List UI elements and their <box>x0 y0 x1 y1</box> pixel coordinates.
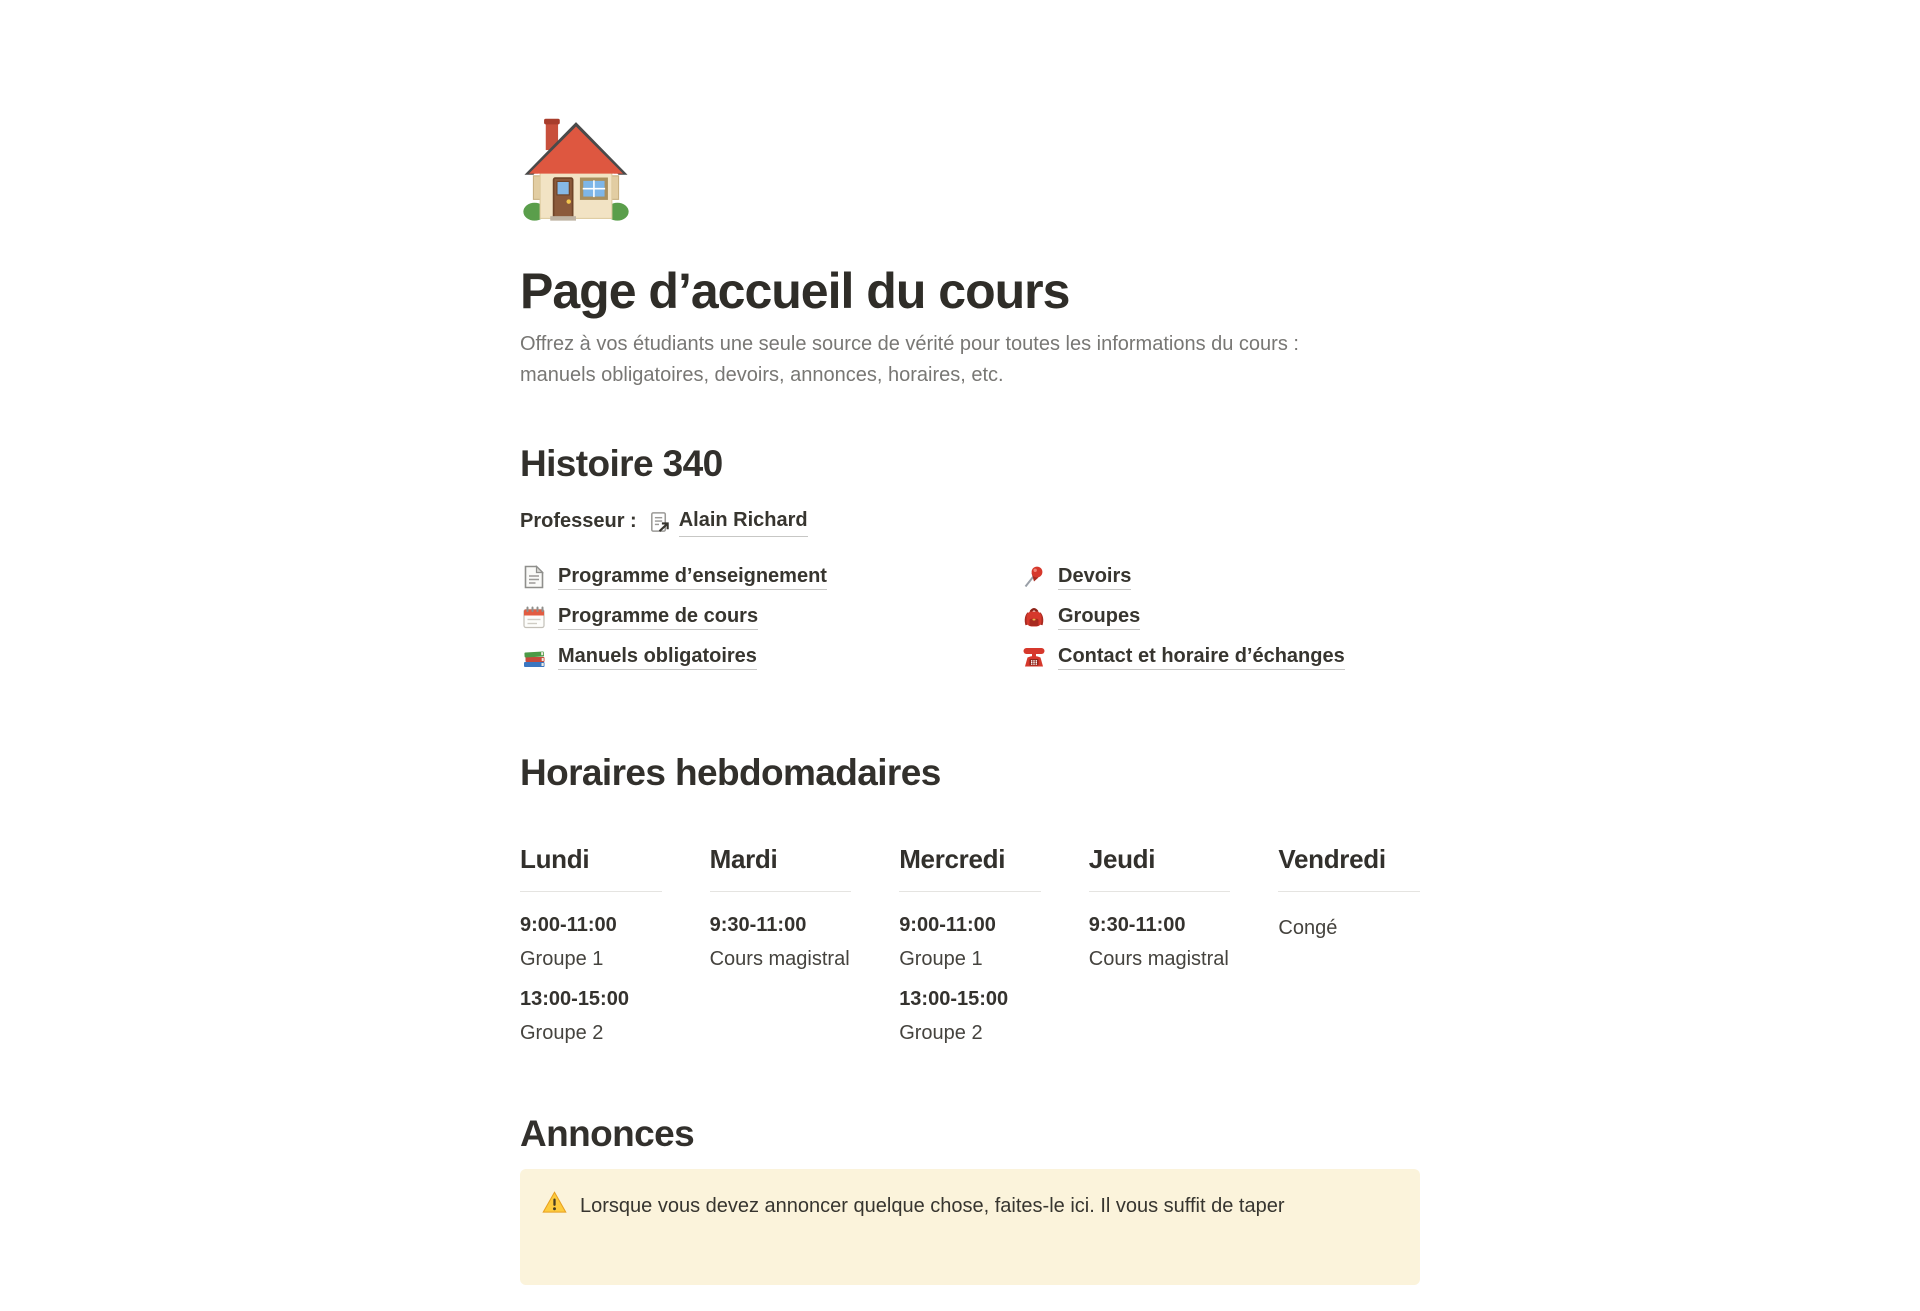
professor-row <box>520 505 1420 537</box>
slot-label: Cours magistral <box>1088 948 1229 970</box>
slot-time: 9:00-11:00 <box>520 914 617 936</box>
day-name: Lundi <box>520 842 662 892</box>
day-column-lundi <box>520 842 662 1049</box>
pushpin-icon <box>1020 564 1047 591</box>
slot-time: 9:00-11:00 <box>899 914 996 936</box>
schedule-slot <box>1278 913 1420 944</box>
announcements-heading: Annonces <box>520 1113 695 1154</box>
schedule-slot <box>710 913 852 975</box>
link-label: Contact et horaire d’échanges <box>1058 645 1345 670</box>
day-name: Mercredi <box>899 842 1041 892</box>
slot-label: Groupe 2 <box>520 1022 604 1044</box>
link-label: Groupes <box>1058 605 1140 630</box>
slot-label: Groupe 1 <box>520 948 604 970</box>
schedule-slot <box>899 913 1041 975</box>
day-name: Vendredi <box>1278 842 1420 892</box>
day-column-mardi <box>710 842 852 1049</box>
notion-page-content <box>520 112 1420 1285</box>
links-columns <box>520 562 1420 682</box>
link-devoirs[interactable] <box>1020 562 1420 592</box>
slot-time: 13:00-15:00 <box>899 988 1009 1010</box>
books-icon <box>520 644 547 671</box>
professor-page-link[interactable] <box>647 505 808 537</box>
house-icon[interactable] <box>520 112 632 224</box>
day-name: Mardi <box>710 842 852 892</box>
slot-time: 13:00-15:00 <box>520 988 629 1010</box>
telephone-icon <box>1020 644 1047 671</box>
schedule-slot <box>1089 913 1231 975</box>
slot-label: Congé <box>1278 917 1338 939</box>
page-arrow-icon <box>647 510 672 535</box>
schedule-heading: Horaires hebdomadaires <box>520 752 941 793</box>
slot-label: Cours magistral <box>709 948 850 970</box>
schedule-slot <box>520 913 662 975</box>
link-contact-horaire-echanges[interactable] <box>1020 642 1420 672</box>
link-programme-de-cours[interactable] <box>520 602 980 632</box>
link-groupes[interactable] <box>1020 602 1420 632</box>
slot-time: 9:30-11:00 <box>1088 914 1186 936</box>
link-label: Devoirs <box>1058 565 1131 590</box>
slot-label: Groupe 2 <box>899 1022 983 1044</box>
professor-label: Professeur : <box>520 510 637 532</box>
day-name: Jeudi <box>1089 842 1231 892</box>
schedule-slot <box>899 987 1041 1049</box>
callout-text: Lorsque vous devez annoncer quelque chose, faites-le ici. Il vous suffit de taper <box>580 1195 1285 1217</box>
day-column-jeudi <box>1089 842 1231 1049</box>
day-column-vendredi <box>1278 842 1420 1049</box>
links-column-right <box>1020 562 1420 682</box>
page-description: Offrez à vos étudiants une seule source de vérité pour toutes les informations du cours : manuels obligatoires, devoirs, annonces, horaires, etc. <box>520 333 1299 386</box>
schedule-slot <box>520 987 662 1049</box>
professor-name: Alain Richard <box>679 505 808 537</box>
link-label: Manuels obligatoires <box>558 645 757 670</box>
warning-icon <box>542 1190 567 1215</box>
links-column-left <box>520 562 980 682</box>
slot-label: Groupe 1 <box>899 948 983 970</box>
backpack-icon <box>1020 604 1047 631</box>
page-title: Page d’accueil du cours <box>520 263 1070 319</box>
link-manuels-obligatoires[interactable] <box>520 642 980 672</box>
link-label: Programme d’enseignement <box>558 565 827 590</box>
page-icon <box>520 564 547 591</box>
announcements-callout <box>520 1169 1420 1285</box>
schedule-columns <box>520 842 1420 1049</box>
course-heading: Histoire 340 <box>520 443 723 484</box>
link-label: Programme de cours <box>558 605 758 630</box>
slot-time: 9:30-11:00 <box>709 914 807 936</box>
day-column-mercredi <box>899 842 1041 1049</box>
link-programme-enseignement[interactable] <box>520 562 980 592</box>
spiral-calendar-icon <box>520 604 547 631</box>
